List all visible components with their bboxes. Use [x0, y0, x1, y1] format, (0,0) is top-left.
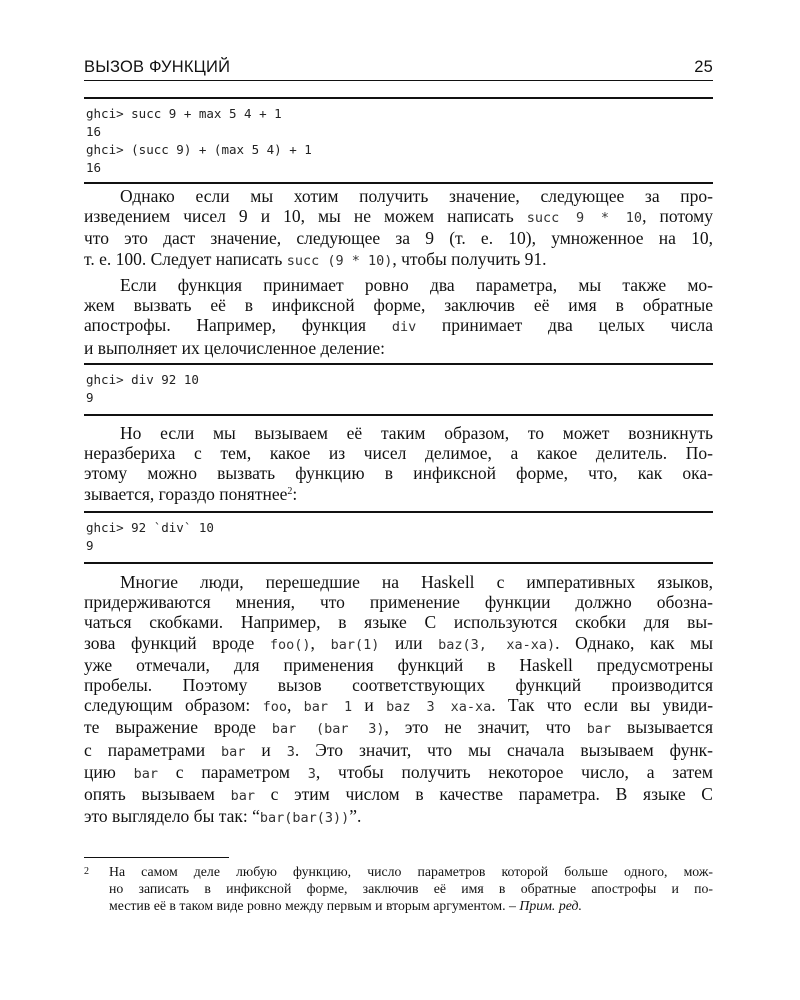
text-run: жем вызвать её в инфиксной форме, заключив её имя в обратные: [84, 295, 713, 316]
text-line: [84, 675, 713, 695]
code-line: ghci> div 92 10: [86, 372, 199, 387]
text-line: [84, 633, 713, 655]
text-run: т. е. 100. Следует написать: [84, 248, 287, 269]
text-run: Если функция принимает ровно два параметра, мы также мо-: [120, 275, 713, 295]
text-line: [84, 717, 713, 739]
text-run: местив её в таком виде ровно между первым и вторым аргументом. –: [109, 898, 520, 913]
text-line: [84, 315, 713, 337]
text-run: зова функций вроде: [84, 632, 270, 653]
text-run: что это даст значение, следующее за 9 (т. е. 10), умноженное на 10,: [84, 228, 713, 249]
text-run: это выглядело бы так: “: [84, 806, 260, 827]
text-line: [109, 863, 713, 880]
text-line: [84, 806, 713, 828]
text-line: [109, 880, 713, 897]
inline-code: bar(bar(3)): [259, 810, 350, 827]
footnote-mark: 2: [84, 866, 89, 877]
text-run: пробелы. Поэтому вызов соответствующих функций производится: [84, 675, 713, 696]
header-rule: [84, 80, 713, 81]
text-run: неразбериха с тем, какое из чисел делимое, а какое делитель. По-: [84, 443, 713, 464]
text-run: Однако если мы хотим получить значение, следующее за про-: [120, 186, 713, 206]
text-run: принимает два целых числа: [416, 315, 713, 336]
text-run: цию: [84, 761, 134, 782]
paragraph: [84, 423, 713, 504]
code-block: [84, 97, 713, 184]
text-run: но записать в инфиксной форме, заключив её имя в обратные апострофы и по-: [109, 881, 713, 896]
text-run: ”.: [349, 806, 362, 827]
code-line: ghci> (succ 9) + (max 5 4) + 1: [86, 142, 312, 157]
code-block: [84, 511, 713, 564]
code-line: 9: [86, 390, 94, 405]
text-run: следующим образом:: [84, 695, 263, 716]
text-run: или: [379, 632, 439, 653]
inline-code: bar: [221, 743, 246, 760]
text-line: [84, 338, 713, 358]
text-line: [84, 463, 713, 483]
page-number: 25: [694, 58, 713, 76]
text-run: с этим числом в качестве параметра. В языке C: [254, 784, 713, 805]
text-run: уже отмечали, для применения функций в Haskell предусмотрены: [84, 654, 713, 675]
text-run: этому можно вызвать функцию в инфиксной форме, что, как ока-: [84, 463, 713, 484]
inline-code: baz(3, xa-xa): [438, 636, 556, 653]
inline-code: foo: [262, 699, 287, 716]
text-run: . Так что если вы увиди-: [491, 695, 714, 716]
text-run: и выполняет их целочисленное деление:: [84, 337, 386, 358]
footnote-text: [109, 863, 713, 914]
text-run: ,: [310, 632, 331, 653]
text-run: Многие люди, перешедшие на Haskell с императивных языков,: [120, 572, 713, 592]
code-line: 9: [86, 538, 94, 553]
inline-code: bar: [133, 765, 158, 782]
text-line: [84, 249, 713, 271]
text-line: [84, 572, 713, 592]
text-run: с параметром: [158, 761, 308, 782]
text-run: вызывается: [611, 717, 713, 738]
inline-code: div: [391, 319, 417, 336]
footnote-ref: 2: [287, 485, 293, 497]
paragraph: [84, 186, 713, 271]
text-run: придерживаются мнения, что применение функции должно обозна-: [84, 592, 713, 613]
text-run: , чтобы получить 91.: [392, 248, 547, 269]
inline-code: bar: [230, 788, 255, 805]
text-line: [84, 484, 713, 504]
code-line: ghci> 92 `div` 10: [86, 520, 214, 535]
text-run: :: [292, 483, 298, 504]
text-run: опять вызываем: [84, 784, 231, 805]
text-run: чаться скобками. Например, в языке C используются скобки для вы-: [84, 612, 713, 633]
code-line: 16: [86, 160, 102, 175]
text-run: , чтобы получить некоторое число, а затем: [315, 761, 714, 782]
inline-code: 3: [286, 743, 295, 760]
text-line: [84, 443, 713, 463]
text-run: , это не значит, что: [384, 717, 587, 738]
text-run: те выражение вроде: [84, 717, 272, 738]
text-run: и: [352, 695, 387, 716]
text-run: ,: [286, 695, 304, 716]
text-line: [84, 295, 713, 315]
text-run: зывается, гораздо понятнее: [84, 483, 288, 504]
book-page: [84, 0, 713, 1000]
code-line: 16: [86, 124, 102, 139]
chapter-title: ВЫЗОВ ФУНКЦИЙ: [84, 58, 231, 76]
inline-code: succ 9 * 10: [526, 210, 643, 227]
text-run: На самом деле любую функцию, число параметров которой больше одного, мож-: [109, 864, 713, 879]
paragraph: [84, 275, 713, 358]
text-line: [84, 612, 713, 632]
running-head: [84, 58, 713, 80]
code-line: ghci> succ 9 + max 5 4 + 1: [86, 106, 282, 121]
inline-code: bar (bar 3): [271, 721, 385, 738]
text-line: [84, 695, 713, 717]
text-line: [84, 655, 713, 675]
text-run: , потому: [642, 206, 714, 227]
text-run: и: [245, 739, 287, 760]
inline-code: 3: [307, 765, 316, 782]
text-line: [84, 784, 713, 806]
text-run: изведением чисел 9 и 10, мы не можем написать: [84, 206, 527, 227]
text-run: Но если мы вызываем её таким образом, то может возникнуть: [120, 423, 713, 443]
paragraph: [84, 572, 713, 828]
editor-note: Прим. ред.: [519, 898, 582, 913]
text-line: [84, 206, 713, 228]
inline-code: bar: [586, 721, 612, 738]
footnote-rule: [84, 857, 229, 858]
code-block: [84, 363, 713, 416]
text-line: [84, 228, 713, 248]
text-line: [84, 740, 713, 762]
inline-code: foo(): [269, 636, 311, 653]
text-line: [109, 897, 713, 914]
text-line: [84, 762, 713, 784]
text-line: [84, 423, 713, 443]
text-line: [84, 186, 713, 206]
text-run: . Однако, как мы: [555, 632, 714, 653]
text-run: . Это значит, что мы сначала вызываем функ-: [294, 739, 714, 760]
text-run: апострофы. Например, функция: [84, 315, 392, 336]
inline-code: bar 1: [303, 699, 353, 716]
text-line: [84, 275, 713, 295]
text-run: с параметрами: [84, 739, 222, 760]
inline-code: baz 3 xa-xa: [386, 699, 492, 716]
inline-code: succ (9 * 10): [286, 252, 393, 269]
inline-code: bar(1): [330, 636, 380, 653]
text-line: [84, 592, 713, 612]
